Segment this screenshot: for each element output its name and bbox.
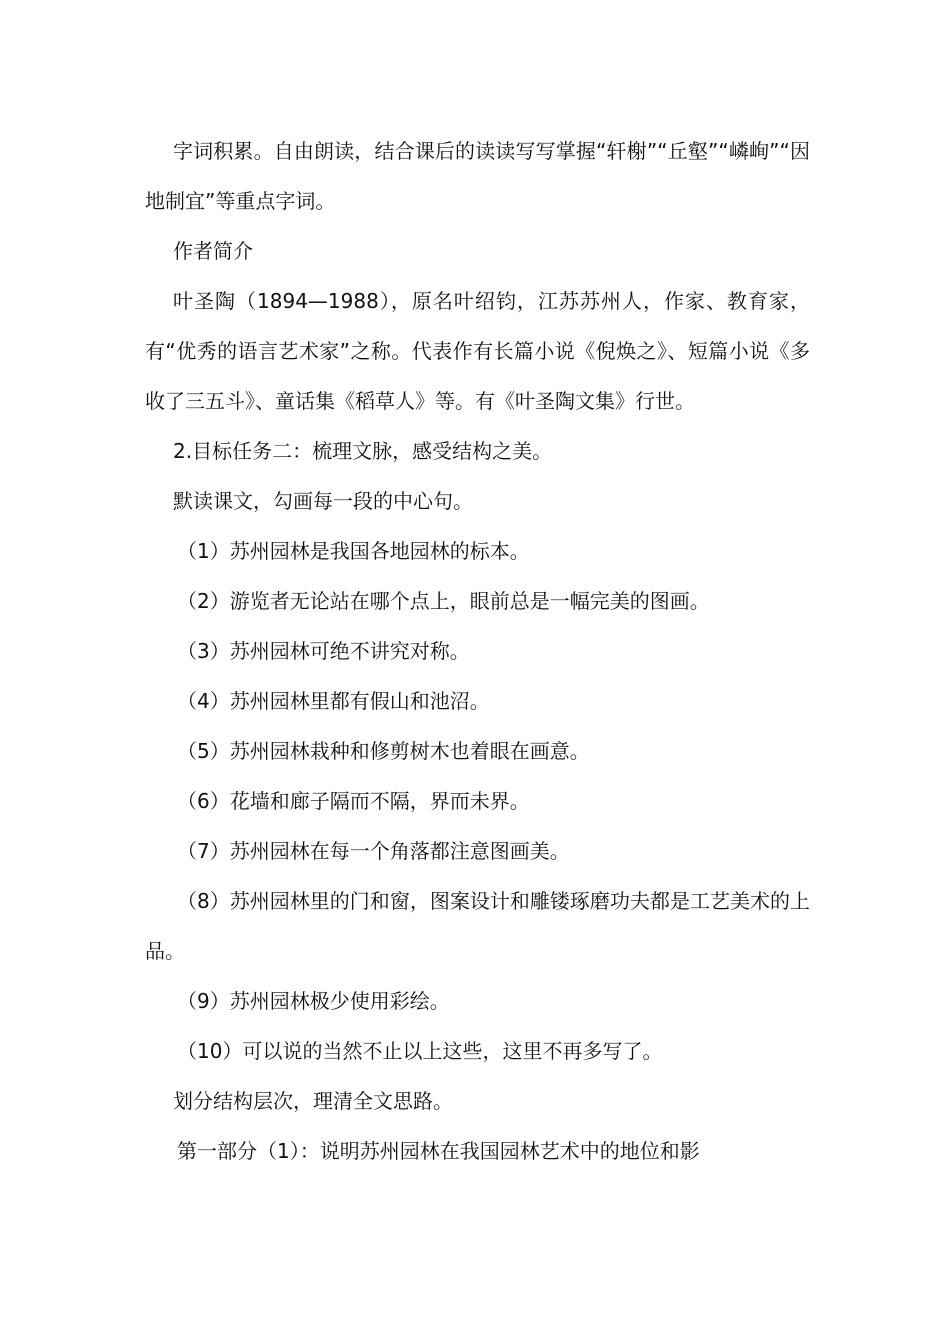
key-sentence-4: （4）苏州园林里都有假山和池沼。: [177, 689, 490, 713]
heading-author-intro: 作者简介: [173, 239, 253, 263]
heading-task-two: 2.目标任务二：梳理文脉，感受结构之美。: [173, 439, 553, 463]
paragraph-vocabulary: 字词积累。自由朗读，结合课后的读读写写掌握“轩榭”“丘壑”“嶙峋”“因地制宜”等重点字词。: [145, 139, 810, 213]
key-sentence-9: （9）苏州园林极少使用彩绘。: [177, 989, 450, 1013]
key-sentence-6: （6）花墙和廊子隔而不隔，界而未界。: [177, 789, 530, 813]
key-sentence-5: （5）苏州园林栽种和修剪树木也着眼在画意。: [177, 739, 590, 763]
paragraph-structure: 划分结构层次，理清全文思路。: [173, 1089, 453, 1113]
key-sentence-10: （10）可以说的当然不止以上这些，这里不再多写了。: [177, 1039, 663, 1063]
key-sentence-8: （8）苏州园林里的门和窗，图案设计和雕镂琢磨功夫都是工艺美术的上品。: [145, 889, 810, 963]
key-sentence-7: （7）苏州园林在每一个角落都注意图画美。: [177, 839, 570, 863]
key-sentence-3: （3）苏州园林可绝不讲究对称。: [177, 639, 470, 663]
document-body: [145, 126, 810, 1176]
key-sentence-2: （2）游览者无论站在哪个点上，眼前总是一幅完美的图画。: [177, 589, 710, 613]
paragraph-silent-reading: 默读课文，勾画每一段的中心句。: [173, 489, 473, 513]
key-sentence-1: （1）苏州园林是我国各地园林的标本。: [177, 539, 530, 563]
paragraph-part-one: 第一部分（1）：说明苏州园林在我国园林艺术中的地位和影: [177, 1139, 700, 1163]
paragraph-author-bio: 叶圣陶（1894—1988），原名叶绍钧，江苏苏州人，作家、教育家，有“优秀的语言艺术家”之称。代表作有长篇小说《倪焕之》、短篇小说《多收了三五斗》、童话集《稻草人》等。有《叶圣陶文集》行世。: [145, 289, 810, 413]
